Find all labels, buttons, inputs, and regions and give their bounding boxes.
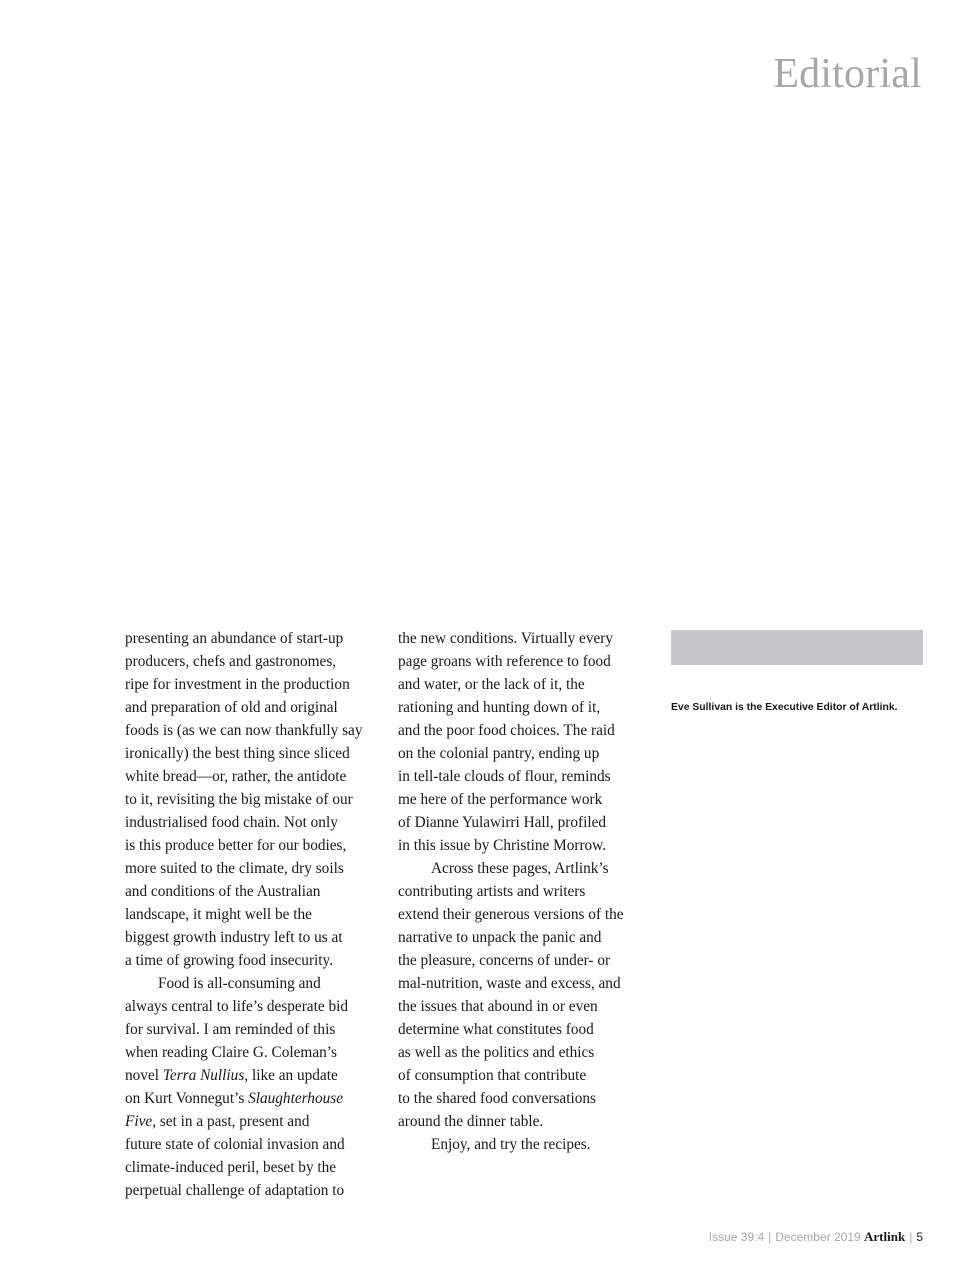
text-line: in this issue by Christine Morrow. bbox=[398, 837, 607, 854]
text-line: to the shared food conversations bbox=[398, 1090, 596, 1107]
page-number: 5 bbox=[916, 1230, 923, 1244]
text-line: and the poor food choices. The raid bbox=[398, 722, 615, 739]
book-title: Five bbox=[125, 1113, 153, 1130]
text-line: when reading Claire G. Coleman’s bbox=[125, 1044, 337, 1061]
text-line: ironically) the best thing since sliced bbox=[125, 745, 350, 762]
text-line: and conditions of the Australian bbox=[125, 883, 321, 900]
text-line: as well as the politics and ethics bbox=[398, 1044, 595, 1061]
text-line bbox=[125, 1110, 375, 1133]
author-bio: Eve Sullivan is the Executive Editor of Artlink. bbox=[671, 702, 898, 713]
issue-number: Issue 39:4 bbox=[708, 1230, 765, 1244]
page-footer bbox=[709, 1229, 923, 1245]
text-line: in tell-tale clouds of flour, reminds bbox=[398, 768, 611, 785]
text-line: around the dinner table. bbox=[398, 1113, 544, 1130]
text-line: rationing and hunting down of it, bbox=[398, 699, 601, 716]
text-line: is this produce better for our bodies, bbox=[125, 837, 347, 854]
text-run: on Kurt Vonnegut’s bbox=[125, 1090, 249, 1107]
text-line: perpetual challenge of adaptation to bbox=[125, 1182, 345, 1199]
text-line: white bread—or, rather, the antidote bbox=[125, 768, 347, 785]
text-line bbox=[125, 1087, 375, 1110]
text-line: presenting an abundance of start-up bbox=[125, 630, 344, 647]
body-column-middle bbox=[398, 627, 648, 1156]
footer-separator: | bbox=[909, 1230, 913, 1244]
paragraph-start-line: Across these pages, Artlink’s bbox=[431, 860, 609, 877]
author-photo-placeholder bbox=[671, 630, 923, 665]
text-line: of Dianne Yulawirri Hall, profiled bbox=[398, 814, 607, 831]
book-title: Slaughterhouse bbox=[248, 1090, 343, 1107]
text-line: industrialised food chain. Not only bbox=[125, 814, 338, 831]
paragraph-start-line: Enjoy, and try the recipes. bbox=[431, 1136, 591, 1153]
text-run: novel bbox=[125, 1067, 163, 1084]
text-line: future state of colonial invasion and bbox=[125, 1136, 345, 1153]
issue-date: December 2019 bbox=[775, 1230, 861, 1244]
text-line: the new conditions. Virtually every bbox=[398, 630, 614, 647]
text-line: the issues that abound in or even bbox=[398, 998, 598, 1015]
text-line: and water, or the lack of it, the bbox=[398, 676, 585, 693]
text-run: , like an update bbox=[244, 1067, 338, 1084]
publication-name: Artlink bbox=[864, 1229, 906, 1244]
text-line: foods is (as we can now thankfully say bbox=[125, 722, 363, 739]
text-line: ripe for investment in the production bbox=[125, 676, 350, 693]
text-line: biggest growth industry left to us at bbox=[125, 929, 343, 946]
text-line: determine what constitutes food bbox=[398, 1021, 594, 1038]
book-title: Terra Nullius bbox=[162, 1067, 245, 1084]
text-line: and preparation of old and original bbox=[125, 699, 338, 716]
text-line: climate-induced peril, beset by the bbox=[125, 1159, 337, 1176]
text-line: more suited to the climate, dry soils bbox=[125, 860, 344, 877]
text-line: on the colonial pantry, ending up bbox=[398, 745, 600, 762]
text-line: for survival. I am reminded of this bbox=[125, 1021, 336, 1038]
text-line: contributing artists and writers bbox=[398, 883, 586, 900]
text-run: , set in a past, present and bbox=[152, 1113, 310, 1130]
paragraph-start-line: Food is all-consuming and bbox=[158, 975, 321, 992]
text-line: a time of growing food insecurity. bbox=[125, 952, 334, 969]
text-line: always central to life’s desperate bid bbox=[125, 998, 348, 1015]
text-line: the pleasure, concerns of under- or bbox=[398, 952, 611, 969]
text-line: narrative to unpack the panic and bbox=[398, 929, 602, 946]
text-line bbox=[125, 1064, 375, 1087]
text-line: me here of the performance work bbox=[398, 791, 603, 808]
text-line: landscape, it might well be the bbox=[125, 906, 312, 923]
text-line: of consumption that contribute bbox=[398, 1067, 587, 1084]
text-line: mal-nutrition, waste and excess, and bbox=[398, 975, 621, 992]
text-line: producers, chefs and gastronomes, bbox=[125, 653, 337, 670]
body-column-left bbox=[125, 627, 375, 1202]
footer-separator: | bbox=[768, 1230, 772, 1244]
text-line: extend their generous versions of the bbox=[398, 906, 624, 923]
text-line: page groans with reference to food bbox=[398, 653, 611, 670]
text-line: to it, revisiting the big mistake of our bbox=[125, 791, 353, 808]
section-title: Editorial bbox=[773, 51, 922, 97]
